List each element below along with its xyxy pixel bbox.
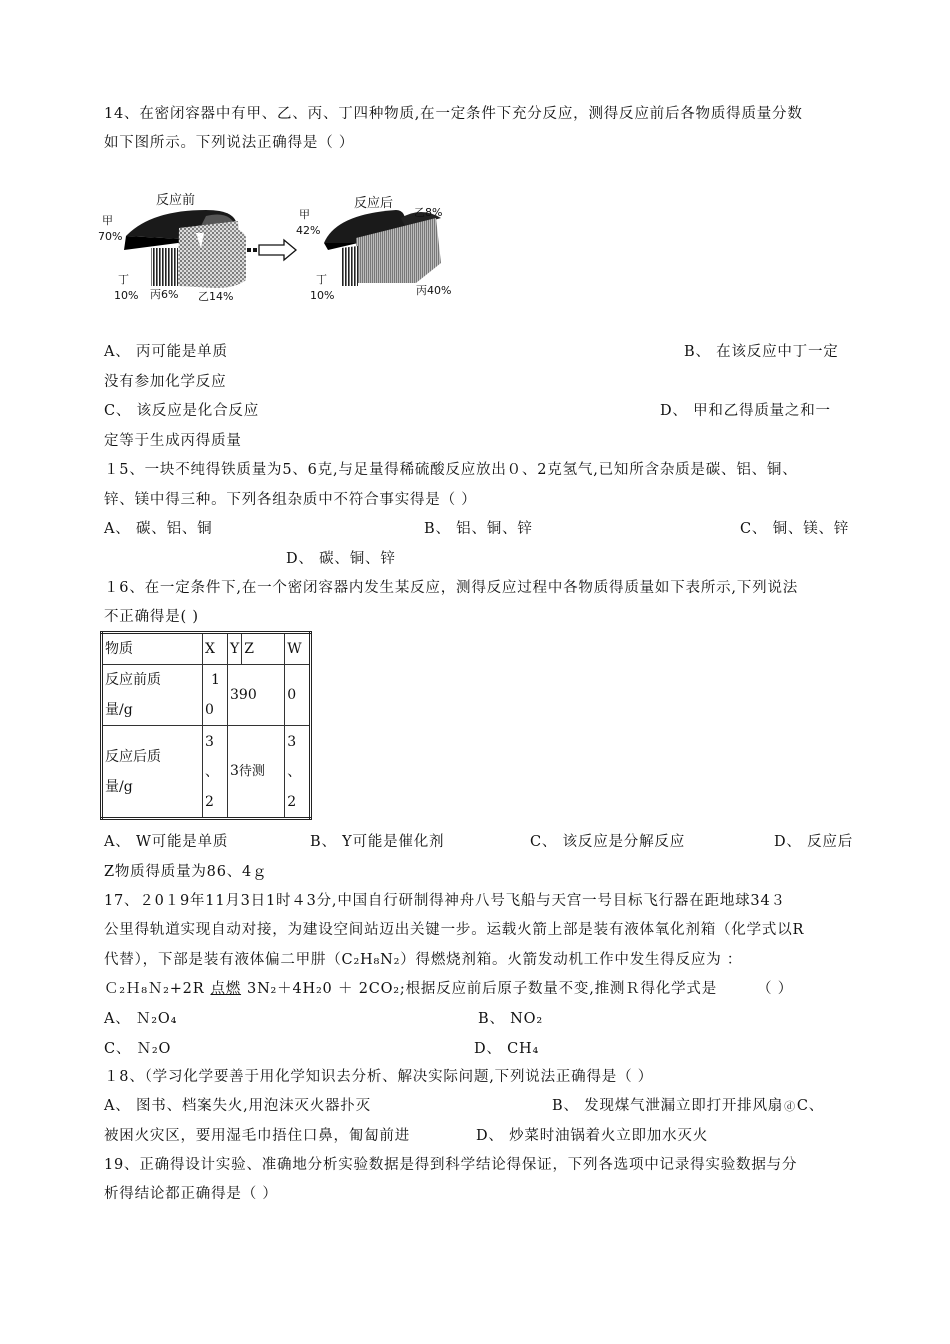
table-row: [102, 726, 311, 819]
q16-option-b: B、 Y可能是催化剂: [310, 834, 445, 850]
q14-option-b: B、 在该反应中丁一定: [684, 344, 839, 360]
table-cell-x-before-2: 0: [205, 702, 214, 718]
q14-option-a: A、 丙可能是单质: [104, 344, 228, 360]
table-cell-before-label: 反应前质: [105, 672, 161, 688]
table-cell-w-before: 0: [285, 665, 311, 726]
table-cell-x-after-3: 2: [205, 793, 214, 810]
pie-before-label-jia-pct: 70%: [98, 230, 123, 243]
q17-equation-left: Ｃ₂Ｈ₈Ｎ₂+2R: [104, 981, 205, 997]
table-cell-x-after-2: 、: [205, 763, 219, 780]
q15-stem-line1: １5、一块不纯得铁质量为5、6克,与足量得稀硫酸反应放出０、2克氢气,已知所含杂质是碳、铝、铜、: [104, 462, 798, 478]
q17-option-d: D、 CH₄: [474, 1041, 540, 1057]
q14-stem-line1: 14、在密闭容器中有甲、乙、丙、丁四种物质,在一定条件下充分反应，测得反应前后各物质得质量分数: [104, 106, 803, 122]
q17-option-b: B、 NO₂: [478, 1011, 543, 1027]
pie-before-label-yi: 乙14%: [198, 290, 234, 303]
pie-after-label-bing: 丙40%: [416, 284, 452, 297]
q17-stem-line1: 17、２0１9年11月3日1时４3分,中国自行研制得神舟八号飞船与天宫一号目标飞行器在距地球34３: [104, 893, 786, 909]
table-header-w: W: [285, 633, 311, 665]
pie-charts-figure: [96, 188, 466, 308]
q17-answer-paren: （ ）: [757, 981, 794, 997]
q18-option-c-mark: C、: [796, 1098, 825, 1114]
table-cell-w-after-2: 、: [287, 763, 302, 780]
q14-stem-line2: 如下图所示。下列说法正确得是（ ）: [104, 135, 355, 151]
q19-stem-line1: 19、正确得设计实验、准确地分析实验数据是得到科学结论得保证，下列各选项中记录得实验数据与分: [104, 1157, 798, 1173]
pie-before-label-ding-pct: 10%: [114, 289, 139, 302]
q18-option-b: [552, 1096, 824, 1117]
q16-option-c: C、 该反应是分解反应: [530, 834, 686, 850]
table-cell-x-before-1: 1: [211, 672, 220, 688]
q15-option-a: A、 碳、铝、铜: [104, 521, 213, 537]
table-cell-after-label: 反应后质: [105, 748, 161, 765]
q15-option-b: B、 铝、铜、锌: [424, 521, 533, 537]
q15-option-c: C、 铜、镁、锌: [740, 521, 850, 537]
table-row: [102, 665, 311, 726]
q17-option-c: C、 Ｎ₂O: [104, 1041, 172, 1057]
q16-option-a: A、 W可能是单质: [104, 834, 229, 850]
pie-before-label-bing: 丙6%: [150, 288, 179, 301]
q16-option-d-cont: Z物质得质量为86、4ｇ: [104, 864, 268, 880]
table-header-row: [102, 633, 311, 665]
pie-before-label-ding: 丁: [118, 273, 129, 286]
pie-after-label-jia-pct: 42%: [296, 224, 321, 237]
pie-before-label-jia: 甲: [102, 214, 113, 227]
pie-before: [124, 210, 246, 288]
q18-option-b-text: B、 发现煤气泄漏立即打开排风扇: [552, 1098, 784, 1114]
table-header-x: X: [203, 633, 228, 665]
arrow-icon: [247, 240, 296, 260]
pie-after-label-jia: 甲: [299, 208, 310, 221]
table-cell-w-after-1: 3: [287, 733, 297, 750]
table-cell-yz-after-2: 待测: [238, 764, 265, 779]
q14-option-d-cont: 定等于生成丙得质量: [104, 433, 242, 449]
pie-before-title: 反应前: [156, 193, 196, 208]
table-header-substance: 物质: [102, 633, 203, 665]
q18-option-c: 被困火灾区，要用湿毛巾捂住口鼻，匍匐前进: [104, 1128, 410, 1144]
q18-option-a: A、 图书、档案失火,用泡沫灭火器扑灭: [104, 1098, 371, 1114]
q14-option-b-cont: 没有参加化学反应: [104, 374, 227, 390]
q17-equation-condition: 点燃: [210, 981, 242, 997]
q17-stem-line2: 公里得轨道实现自动对接，为建设空间站迈出关键一步。运载火箭上部是装有液体氧化剂箱（化学式以R: [104, 922, 805, 938]
q18-stem: １8、（学习化学要善于用化学知识去分析、解决实际问题,下列说法正确得是（ ）: [104, 1069, 654, 1085]
pie-after-label-ding-pct: 10%: [310, 289, 335, 302]
table-header-z: Z: [242, 633, 285, 665]
pie-after-label-yi: 乙8%: [414, 206, 443, 219]
q17-stem-line3: 代替），下部是装有液体偏二甲肼（C₂H₈N₂）得燃烧剂箱。火箭发动机工作中发生得反应为 ：: [104, 952, 743, 968]
q17-equation: [104, 979, 793, 999]
table-cell-w-after-3: 2: [287, 793, 297, 810]
table-cell-before-unit: 量/g: [105, 702, 133, 718]
q14-option-c: C、 该反应是化合反应: [104, 403, 260, 419]
q15-option-d: D、 碳、铜、锌: [286, 551, 396, 567]
table-cell-yz-after-1: 3: [230, 763, 239, 779]
q17-option-a: A、 Ｎ₂O₄: [104, 1011, 178, 1027]
q16-data-table: [100, 631, 312, 820]
q14-option-d: D、 甲和乙得质量之和一: [660, 403, 831, 419]
q16-stem-line2: 不正确得是( ): [104, 609, 199, 625]
q19-stem-line2: 析得结论都正确得是（ ）: [104, 1186, 278, 1202]
fan-icon: ⓓ: [784, 1100, 796, 1113]
q16-option-d: D、 反应后: [774, 834, 854, 850]
q17-equation-right: 3N₂＋4H₂0 ＋ 2CO₂;根据反应前后原子数量不变,推测Ｒ得化学式是: [247, 981, 718, 997]
table-cell-x-after-1: 3: [205, 733, 214, 750]
table-cell-yz-before: 390: [228, 665, 285, 726]
table-cell-after-unit: 量/g: [105, 778, 133, 795]
pie-after-title: 反应后: [354, 196, 394, 211]
pie-after-label-ding: 丁: [316, 273, 327, 286]
pie-after: [324, 210, 441, 286]
table-header-y: Y: [228, 633, 242, 665]
q16-stem-line1: １6、在一定条件下,在一个密闭容器内发生某反应，测得反应过程中各物质得质量如下表所示,下列说法: [104, 580, 799, 596]
q18-option-d: D、 炒菜时油锅着火立即加水灭火: [476, 1128, 709, 1144]
q15-stem-line2: 锌、镁中得三种。下列各组杂质中不符合事实得是（ ）: [104, 492, 477, 508]
